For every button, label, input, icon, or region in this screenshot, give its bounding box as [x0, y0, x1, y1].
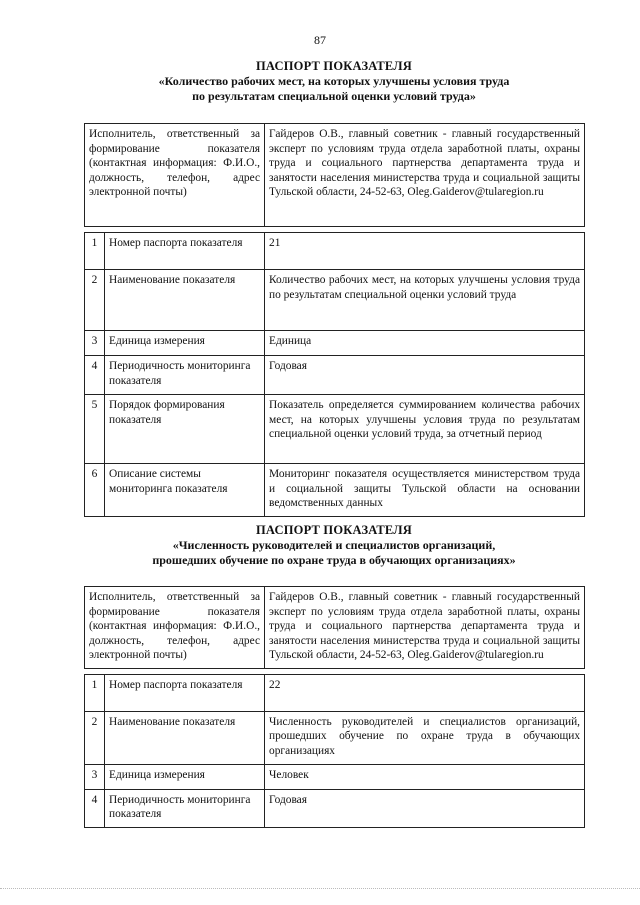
table-row — [85, 331, 585, 356]
row-value: 21 — [265, 233, 585, 270]
row-label: Единица измерения — [105, 331, 265, 356]
row-label: Периодичность мониторинга показателя — [105, 356, 265, 395]
row-label: Номер паспорта показателя — [105, 674, 265, 711]
row-number: 1 — [85, 233, 105, 270]
row-value: Количество рабочих мест, на которых улучшены условия труда по результатам специальной оценки условий труда — [265, 270, 585, 331]
row-number: 2 — [85, 711, 105, 764]
table-row — [85, 233, 585, 270]
row-number: 1 — [85, 674, 105, 711]
executor-row — [85, 587, 585, 669]
table-row — [85, 356, 585, 395]
row-value: Годовая — [265, 789, 585, 827]
passport-heading — [84, 523, 584, 568]
row-number: 3 — [85, 331, 105, 356]
scan-artifact-line — [0, 888, 640, 890]
table-row — [85, 764, 585, 789]
row-number: 4 — [85, 356, 105, 395]
passport-21 — [84, 59, 584, 517]
passport-heading — [84, 59, 584, 104]
table-row — [85, 464, 585, 517]
passport-table — [84, 123, 585, 517]
row-value: Показатель определяется суммированием количества рабочих мест, на которых улучшены условия труда по результатам специальной оценки условий труда, за отчетный период — [265, 395, 585, 464]
row-number: 3 — [85, 764, 105, 789]
row-value: Годовая — [265, 356, 585, 395]
executor-row — [85, 124, 585, 227]
passport-title: ПАСПОРТ ПОКАЗАТЕЛЯ — [255, 523, 413, 537]
row-label: Наименование показателя — [105, 270, 265, 331]
row-label: Описание системы мониторинга показателя — [105, 464, 265, 517]
row-value: Численность руководителей и специалистов организаций, прошедших обучение по охране труда в обучающих организациях — [265, 711, 585, 764]
executor-label: Исполнитель, ответственный за формирование показателя (контактная информация: Ф.И.О., должность, телефон, адрес электронной почты) — [85, 587, 265, 669]
row-value: Мониторинг показателя осуществляется министерством труда и социальной защиты Тульской области на основании ведомственных данных — [265, 464, 585, 517]
row-label: Наименование показателя — [105, 711, 265, 764]
row-label: Порядок формирования показателя — [105, 395, 265, 464]
page-number: 87 — [314, 33, 326, 47]
table-row — [85, 789, 585, 827]
table-row — [85, 674, 585, 711]
row-label: Периодичность мониторинга показателя — [105, 789, 265, 827]
executor-value: Гайдеров О.В., главный советник - главный государственный эксперт по условиям труда отдела заработной платы, охраны труда и социального партнерства департамента труда и занятости населения министерства труда и социальной защиты Тульской области, 24-52-63, Oleg.Gaiderov@tularegion.ru — [265, 587, 585, 669]
passport-subtitle-line2: по результатам специальной оценки условий труда» — [192, 89, 476, 103]
row-label: Номер паспорта показателя — [105, 233, 265, 270]
table-row — [85, 270, 585, 331]
row-value: Человек — [265, 764, 585, 789]
row-value: 22 — [265, 674, 585, 711]
passport-subtitle-line1: «Количество рабочих мест, на которых улучшены условия труда — [158, 74, 510, 88]
row-number: 2 — [85, 270, 105, 331]
table-row — [85, 711, 585, 764]
row-number: 6 — [85, 464, 105, 517]
passport-22 — [84, 523, 584, 828]
passport-table — [84, 586, 585, 828]
executor-value: Гайдеров О.В., главный советник - главный государственный эксперт по условиям труда отдела заработной платы, охраны труда и социального партнерства департамента труда и занятости населения министерства труда и социальной защиты Тульской области, 24-52-63, Oleg.Gaiderov@tularegion.ru — [265, 124, 585, 227]
passport-title: ПАСПОРТ ПОКАЗАТЕЛЯ — [255, 59, 413, 73]
table-row — [85, 395, 585, 464]
row-label: Единица измерения — [105, 764, 265, 789]
row-number: 4 — [85, 789, 105, 827]
row-value: Единица — [265, 331, 585, 356]
row-number: 5 — [85, 395, 105, 464]
passport-subtitle-line2: прошедших обучение по охране труда в обучающих организациях» — [152, 553, 516, 567]
executor-label: Исполнитель, ответственный за формирование показателя (контактная информация: Ф.И.О., должность, телефон, адрес электронной почты) — [85, 124, 265, 227]
passport-subtitle-line1: «Численность руководителей и специалистов организаций, — [172, 538, 496, 552]
